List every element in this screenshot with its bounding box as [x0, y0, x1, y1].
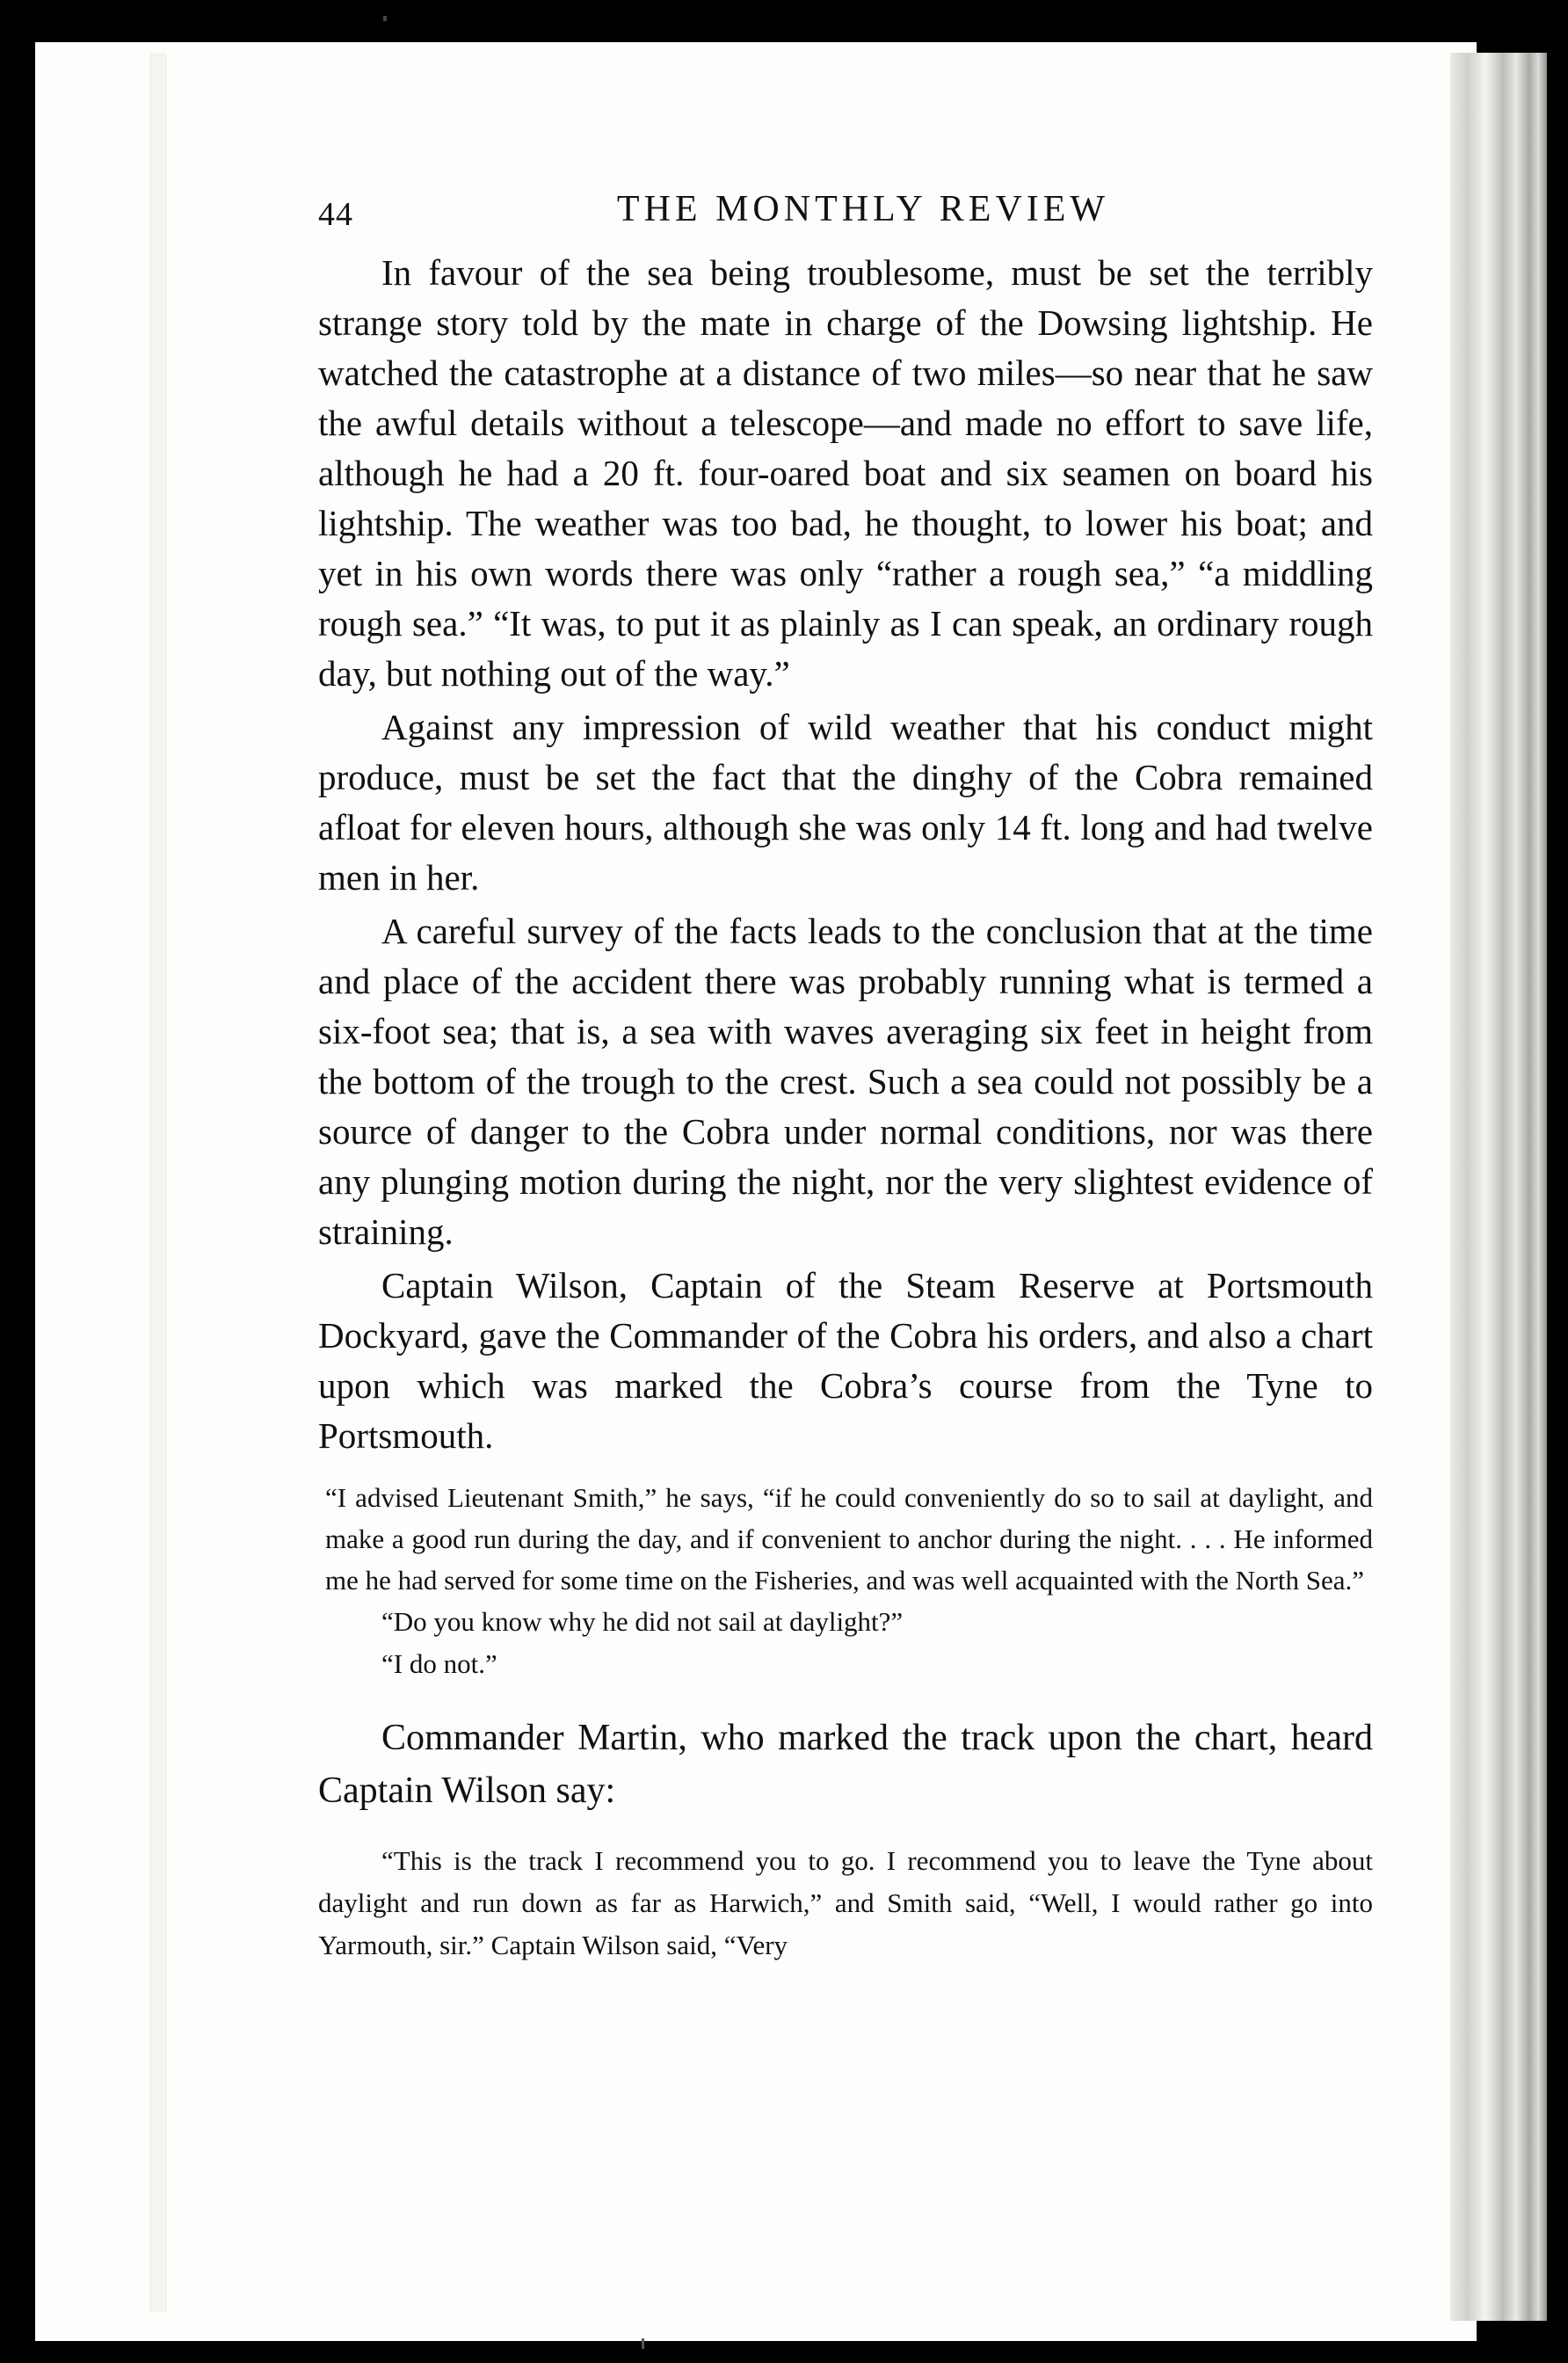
- quote-answer: “I do not.”: [381, 1648, 497, 1679]
- paragraph-wilson: Captain Wilson, Captain of the Steam Reserve at Portsmouth Dockyard, gave the Commander of the Cobra his orders, and also a chart upon which was marked the Cobra’s course from the Tyne to Portsmouth.: [318, 1265, 1373, 1456]
- page-header: [318, 176, 1373, 237]
- scan-mark-bottom: [642, 2338, 644, 2349]
- quote-lieutenant-smith: “I advised Lieutenant Smith,” he says, “if he could conveniently do so to sail at daylight, and make a good run during the day, and if convenient to anchor during the night. . . . He informed me he had served for some time on the Fisheries, and was well acquainted with the North Sea.”: [325, 1482, 1373, 1596]
- page-edges: [1450, 53, 1547, 2321]
- paragraph-dinghy: Against any impression of wild weather that his conduct might produce, must be set the fact that the dinghy of the Cobra remained afloat for eleven hours, although she was only 14 ft. long and had twelve men in her.: [318, 707, 1373, 898]
- page-number: 44: [318, 196, 353, 233]
- paragraph-dowsing: In favour of the sea being troublesome, must be set the terribly strange story told by the mate in charge of the Dowsing lightship. He watched the catastrophe at a distance of two miles—so near that he saw the awful details without a telescope—and made no effort to save life, although he had a 20 ft. four-oared boat and six seamen on board his lightship. The weather was too bad, he thought, to lower his boat; and yet in his own words there was only “rather a rough sea,” “a middling rough sea.” “It was, to put it as plainly as I can speak, an ordinary rough day, but nothing out of the way.”: [318, 252, 1373, 694]
- left-page-edge: [149, 53, 167, 2312]
- running-title: THE MONTHLY REVIEW: [616, 189, 1110, 229]
- page-content: [318, 176, 1373, 1967]
- paragraph-survey: A careful survey of the facts leads to the conclusion that at the time and place of the accident there was probably running what is termed a six-foot sea; that is, a sea with waves averaging six feet in height from the bottom of the trough to the crest. Such a sea could not possibly be a source of danger to the Cobra under normal conditions, nor was there any plunging motion during the night, nor the very slightest evidence of straining.: [318, 911, 1373, 1252]
- paragraph-commander-martin: Commander Martin, who marked the track upon the chart, heard Captain Wilson say:: [318, 1718, 1373, 1811]
- quote-question: “Do you know why he did not sail at daylight?”: [381, 1606, 904, 1637]
- scan-mark: [383, 16, 387, 21]
- quote-track: “This is the track I recommend you to go. I recommend you to leave the Tyne about daylight and run down as far as Harwich,” and Smith said, “Well, I would rather go into Yarmouth, sir.” Captain Wilson said, “Very: [318, 1845, 1373, 1960]
